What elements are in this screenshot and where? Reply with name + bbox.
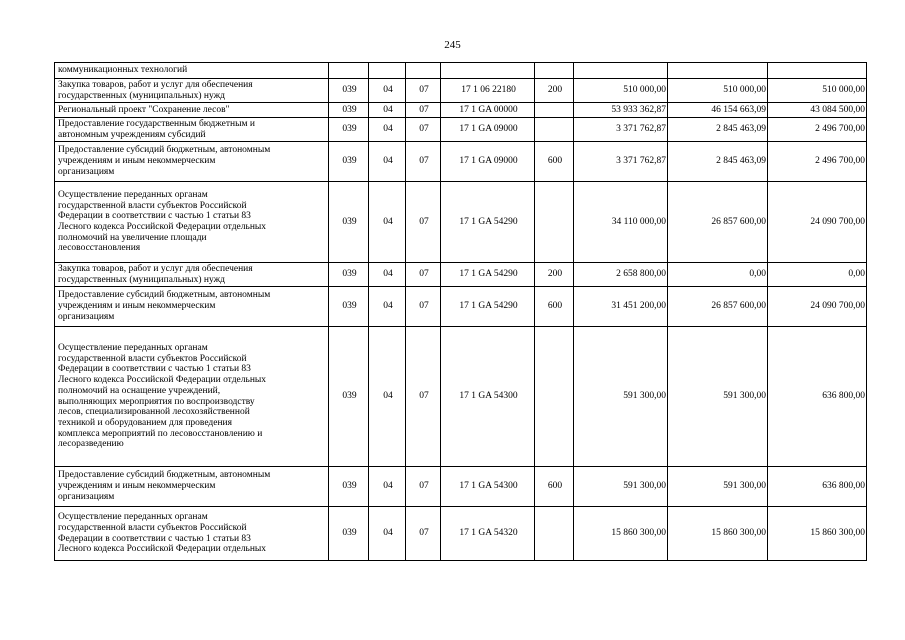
row-section-code: 04 [369, 79, 406, 103]
row-section-code: 04 [369, 467, 406, 507]
row-section-code: 04 [369, 263, 406, 287]
row-section-code: 04 [369, 103, 406, 118]
row-expense-type [535, 63, 574, 79]
row-amount-2: 2 845 463,09 [668, 118, 768, 142]
row-target-article: 17 1 GA 54290 [441, 263, 535, 287]
row-description: Осуществление переданных органам государственной власти субъектов Российской Федерации в соответствии с частью 1 статьи 83 Лесного кодекса Российской Федерации отдельных полномочий на оснащение учреждений, выполняющих мероприятия по воспроизводству лесов, специализированной лесохозяйственной техникой и оборудованием для проведения комплекса мероприятий по лесовосстановлению и лесоразведению [55, 327, 329, 467]
row-expense-type [535, 327, 574, 467]
row-amount-2: 46 154 663,09 [668, 103, 768, 118]
row-amount-3: 2 496 700,00 [768, 142, 867, 182]
row-amount-1: 3 371 762,87 [574, 118, 668, 142]
table-row [55, 287, 867, 327]
row-target-article: 17 1 GA 54300 [441, 467, 535, 507]
table-row [55, 507, 867, 561]
row-expense-type: 200 [535, 79, 574, 103]
row-amount-1: 53 933 362,87 [574, 103, 668, 118]
row-amount-3: 636 800,00 [768, 467, 867, 507]
row-section-code: 04 [369, 182, 406, 263]
row-amount-2: 26 857 600,00 [668, 287, 768, 327]
row-expense-type [535, 103, 574, 118]
row-subsection-code: 07 [406, 467, 441, 507]
row-expense-type: 600 [535, 142, 574, 182]
row-description: Закупка товаров, работ и услуг для обеспечения государственных (муниципальных) нужд [55, 263, 329, 287]
row-subsection-code: 07 [406, 79, 441, 103]
row-amount-1: 31 451 200,00 [574, 287, 668, 327]
row-subsection-code: 07 [406, 142, 441, 182]
row-section-code: 04 [369, 142, 406, 182]
row-subsection-code: 07 [406, 118, 441, 142]
row-amount-1 [574, 63, 668, 79]
row-expense-type: 200 [535, 263, 574, 287]
row-ministry-code: 039 [329, 467, 369, 507]
row-ministry-code: 039 [329, 327, 369, 467]
row-target-article: 17 1 GA 54320 [441, 507, 535, 561]
row-amount-2: 2 845 463,09 [668, 142, 768, 182]
row-target-article: 17 1 GA 54290 [441, 287, 535, 327]
row-amount-3: 636 800,00 [768, 327, 867, 467]
row-description: Предоставление субсидий бюджетным, автономным учреждениям и иным некоммерческим организациям [55, 467, 329, 507]
row-amount-1: 510 000,00 [574, 79, 668, 103]
row-target-article: 17 1 GA 54300 [441, 327, 535, 467]
row-description: Региональный проект "Сохранение лесов" [55, 103, 329, 118]
row-amount-1: 3 371 762,87 [574, 142, 668, 182]
row-subsection-code: 07 [406, 103, 441, 118]
table-row [55, 467, 867, 507]
table-row [55, 79, 867, 103]
row-amount-3: 43 084 500,00 [768, 103, 867, 118]
row-subsection-code: 07 [406, 507, 441, 561]
row-expense-type [535, 118, 574, 142]
row-ministry-code: 039 [329, 142, 369, 182]
table-row [55, 63, 867, 79]
table-row [55, 103, 867, 118]
row-target-article: 17 1 GA 00000 [441, 103, 535, 118]
row-description: Осуществление переданных органам государственной власти субъектов Российской Федерации в соответствии с частью 1 статьи 83 Лесного кодекса Российской Федерации отдельных [55, 507, 329, 561]
row-section-code: 04 [369, 507, 406, 561]
row-target-article: 17 1 GA 09000 [441, 118, 535, 142]
row-ministry-code: 039 [329, 263, 369, 287]
row-amount-2: 26 857 600,00 [668, 182, 768, 263]
row-description: Предоставление субсидий бюджетным, автономным учреждениям и иным некоммерческим организациям [55, 287, 329, 327]
row-amount-3 [768, 63, 867, 79]
row-amount-3: 24 090 700,00 [768, 287, 867, 327]
row-ministry-code [329, 63, 369, 79]
row-section-code [369, 63, 406, 79]
table-row [55, 142, 867, 182]
row-subsection-code: 07 [406, 263, 441, 287]
row-description: Предоставление субсидий бюджетным, автономным учреждениям и иным некоммерческим организациям [55, 142, 329, 182]
row-amount-3: 24 090 700,00 [768, 182, 867, 263]
row-ministry-code: 039 [329, 507, 369, 561]
row-ministry-code: 039 [329, 118, 369, 142]
row-section-code: 04 [369, 287, 406, 327]
table-row [55, 327, 867, 467]
row-description: коммуникационных технологий [55, 63, 329, 79]
row-amount-1: 591 300,00 [574, 327, 668, 467]
row-target-article [441, 63, 535, 79]
row-ministry-code: 039 [329, 79, 369, 103]
row-amount-2: 0,00 [668, 263, 768, 287]
row-amount-1: 15 860 300,00 [574, 507, 668, 561]
row-amount-1: 34 110 000,00 [574, 182, 668, 263]
row-subsection-code: 07 [406, 182, 441, 263]
row-ministry-code: 039 [329, 103, 369, 118]
table-row [55, 263, 867, 287]
row-amount-3: 2 496 700,00 [768, 118, 867, 142]
row-description: Осуществление переданных органам государственной власти субъектов Российской Федерации в соответствии с частью 1 статьи 83 Лесного кодекса Российской Федерации отдельных полномочий на увеличение площади лесовосстановления [55, 182, 329, 263]
row-amount-3: 510 000,00 [768, 79, 867, 103]
row-section-code: 04 [369, 327, 406, 467]
row-ministry-code: 039 [329, 287, 369, 327]
table-body [55, 63, 867, 561]
row-expense-type: 600 [535, 467, 574, 507]
table-row [55, 118, 867, 142]
row-amount-2: 15 860 300,00 [668, 507, 768, 561]
row-amount-2: 510 000,00 [668, 79, 768, 103]
page-number: 245 [444, 39, 461, 51]
row-amount-3: 15 860 300,00 [768, 507, 867, 561]
row-amount-1: 591 300,00 [574, 467, 668, 507]
row-subsection-code: 07 [406, 287, 441, 327]
row-subsection-code [406, 63, 441, 79]
row-target-article: 17 1 GA 54290 [441, 182, 535, 263]
row-description: Предоставление государственным бюджетным и автономным учреждениям субсидий [55, 118, 329, 142]
row-target-article: 17 1 06 22180 [441, 79, 535, 103]
row-amount-3: 0,00 [768, 263, 867, 287]
row-expense-type [535, 182, 574, 263]
row-amount-2 [668, 63, 768, 79]
row-amount-1: 2 658 800,00 [574, 263, 668, 287]
row-expense-type: 600 [535, 287, 574, 327]
row-expense-type [535, 507, 574, 561]
row-amount-2: 591 300,00 [668, 327, 768, 467]
row-ministry-code: 039 [329, 182, 369, 263]
table-row [55, 182, 867, 263]
budget-table [54, 62, 867, 561]
row-target-article: 17 1 GA 09000 [441, 142, 535, 182]
row-section-code: 04 [369, 118, 406, 142]
row-description: Закупка товаров, работ и услуг для обеспечения государственных (муниципальных) нужд [55, 79, 329, 103]
row-amount-2: 591 300,00 [668, 467, 768, 507]
row-subsection-code: 07 [406, 327, 441, 467]
